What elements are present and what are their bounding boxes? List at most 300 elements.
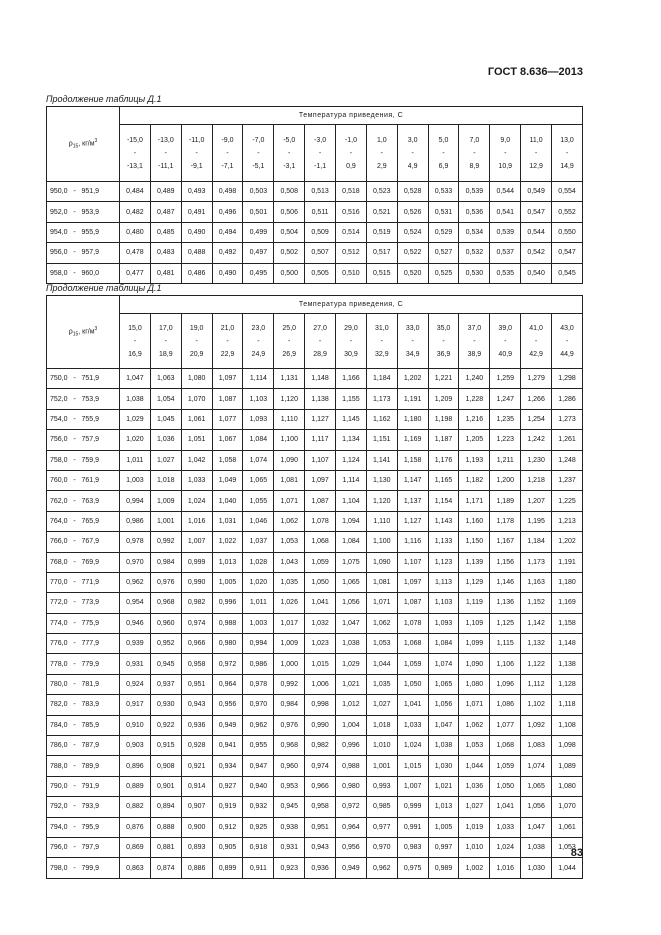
correction-value-cell: 1,081 (274, 470, 305, 490)
correction-value-cell: 0,503 (243, 182, 274, 202)
table-row (47, 858, 583, 878)
correction-value-cell: 1,242 (521, 430, 552, 450)
correction-value-cell: 1,026 (274, 593, 305, 613)
range-to: -11,1 (158, 162, 174, 170)
correction-value-cell: 0,477 (120, 263, 151, 283)
page-number: 83 (570, 847, 583, 859)
range-from: -3,0 (314, 136, 327, 144)
correction-value-cell: 0,927 (212, 776, 243, 796)
correction-value-cell: 1,109 (459, 613, 490, 633)
density-range-cell: 768,0 - 769,9 (47, 552, 120, 572)
correction-value-cell: 1,033 (490, 817, 521, 837)
correction-value-cell: 1,007 (397, 776, 428, 796)
range-from: 7,0 (469, 136, 480, 144)
table-row (47, 470, 583, 490)
table-row (47, 243, 583, 263)
correction-value-cell: 1,044 (459, 756, 490, 776)
range-dash: - (411, 149, 414, 157)
temperature-range-header (120, 314, 151, 369)
correction-value-cell: 1,056 (336, 593, 367, 613)
correction-value-cell: 0,962 (243, 715, 274, 735)
range-from: 23,0 (251, 324, 266, 332)
correction-value-cell: 0,915 (150, 736, 181, 756)
correction-value-cell: 1,077 (490, 715, 521, 735)
correction-value-cell: 1,169 (552, 593, 583, 613)
correction-value-cell: 0,519 (366, 222, 397, 242)
temperature-header: Температура приведения, С (120, 296, 583, 314)
correction-value-cell: 1,050 (305, 572, 336, 592)
correction-value-cell: 0,896 (120, 756, 151, 776)
correction-value-cell: 0,953 (274, 776, 305, 796)
range-from: 3,0 (407, 136, 418, 144)
density-range-cell: 774,0 - 775,9 (47, 613, 120, 633)
correction-value-cell: 0,990 (181, 572, 212, 592)
density-symbol: ρ (68, 140, 73, 148)
range-dash: - (504, 149, 507, 157)
correction-value-cell: 0,905 (212, 837, 243, 857)
correction-value-cell: 1,078 (397, 613, 428, 633)
correction-value-cell: 0,545 (552, 263, 583, 283)
correction-value-cell: 1,071 (274, 491, 305, 511)
range-to: 28,9 (313, 350, 327, 358)
range-to: 38,9 (467, 350, 482, 358)
range-to: 22,9 (220, 350, 235, 358)
table-row (47, 613, 583, 633)
correction-value-cell: 1,113 (428, 572, 459, 592)
document-code: ГОСТ 8.636—2013 (487, 66, 583, 78)
range-dash: - (565, 149, 569, 157)
correction-value-cell: 0,980 (212, 634, 243, 654)
correction-value-cell: 1,094 (336, 511, 367, 531)
correction-value-cell: 1,165 (428, 470, 459, 490)
correction-value-cell: 1,107 (397, 552, 428, 572)
range-to: -7,1 (221, 162, 234, 170)
correction-value-cell: 1,058 (212, 450, 243, 470)
correction-value-cell: 0,485 (150, 222, 181, 242)
correction-value-cell: 1,036 (150, 430, 181, 450)
correction-value-cell: 0,986 (243, 654, 274, 674)
correction-value-cell: 1,018 (366, 715, 397, 735)
correction-value-cell: 1,089 (552, 756, 583, 776)
correction-value-cell: 1,103 (243, 389, 274, 409)
correction-value-cell: 1,015 (305, 654, 336, 674)
correction-value-cell: 0,554 (552, 182, 583, 202)
correction-value-cell: 1,103 (428, 593, 459, 613)
correction-value-cell: 0,951 (181, 674, 212, 694)
correction-value-cell: 1,056 (428, 695, 459, 715)
correction-value-cell: 1,029 (336, 654, 367, 674)
correction-value-cell: 0,917 (120, 695, 151, 715)
correction-value-cell: 1,158 (552, 613, 583, 633)
table-row (47, 837, 583, 857)
density-correction-table-1 (46, 106, 583, 284)
correction-value-cell: 1,129 (459, 572, 490, 592)
correction-value-cell: 0,940 (243, 776, 274, 796)
correction-value-cell: 0,932 (243, 797, 274, 817)
range-dash: - (411, 337, 414, 345)
correction-value-cell: 1,013 (212, 552, 243, 572)
table-row (47, 736, 583, 756)
range-to: 42,9 (529, 350, 543, 358)
correction-value-cell: 1,074 (521, 756, 552, 776)
range-to: 8,9 (469, 162, 480, 170)
correction-value-cell: 0,507 (305, 243, 336, 263)
correction-value-cell: 1,139 (459, 552, 490, 572)
correction-value-cell: 1,047 (428, 715, 459, 735)
correction-value-cell: 0,876 (120, 817, 151, 837)
correction-value-cell: 0,517 (366, 243, 397, 263)
correction-value-cell: 1,024 (181, 491, 212, 511)
density-symbol: ρ (68, 328, 73, 336)
correction-value-cell: 0,978 (243, 674, 274, 694)
correction-value-cell: 1,087 (397, 593, 428, 613)
temperature-header: Температура приведения, С (120, 107, 583, 125)
correction-value-cell: 1,259 (490, 369, 521, 389)
correction-value-cell: 0,547 (552, 243, 583, 263)
temperature-range-header (552, 125, 583, 182)
correction-value-cell: 1,080 (459, 674, 490, 694)
correction-value-cell: 0,930 (150, 695, 181, 715)
correction-value-cell: 1,078 (305, 511, 336, 531)
correction-value-cell: 1,059 (305, 552, 336, 572)
range-dash: - (504, 337, 507, 345)
correction-value-cell: 1,158 (397, 450, 428, 470)
correction-value-cell: 0,997 (428, 837, 459, 857)
range-dash: - (442, 149, 445, 157)
correction-value-cell: 0,992 (274, 674, 305, 694)
correction-value-cell: 0,535 (490, 263, 521, 283)
range-dash: - (288, 149, 291, 157)
correction-value-cell: 1,033 (397, 715, 428, 735)
correction-value-cell: 0,925 (243, 817, 274, 837)
correction-value-cell: 1,122 (521, 654, 552, 674)
correction-value-cell: 0,544 (490, 182, 521, 202)
correction-value-cell: 0,549 (521, 182, 552, 202)
correction-value-cell: 1,138 (552, 654, 583, 674)
correction-value-cell: 1,184 (521, 532, 552, 552)
table-row (47, 532, 583, 552)
correction-value-cell: 0,983 (397, 837, 428, 857)
temperature-range-header (181, 125, 212, 182)
correction-value-cell: 1,084 (428, 634, 459, 654)
correction-value-cell: 1,022 (212, 532, 243, 552)
correction-value-cell: 1,062 (274, 511, 305, 531)
correction-value-cell: 0,487 (150, 202, 181, 222)
correction-value-cell: 1,200 (490, 470, 521, 490)
correction-value-cell: 0,991 (397, 817, 428, 837)
correction-value-cell: 1,266 (521, 389, 552, 409)
correction-value-cell: 0,490 (212, 263, 243, 283)
correction-value-cell: 0,537 (490, 243, 521, 263)
correction-value-cell: 1,223 (490, 430, 521, 450)
correction-value-cell: 1,118 (552, 695, 583, 715)
density-subscript: 15 (72, 143, 79, 150)
correction-value-cell: 0,964 (336, 817, 367, 837)
table-2-caption: Продолжение таблицы Д.1 (46, 283, 162, 293)
correction-value-cell: 1,191 (552, 552, 583, 572)
correction-value-cell: 1,115 (490, 634, 521, 654)
correction-value-cell: 1,097 (305, 470, 336, 490)
correction-value-cell: 0,976 (274, 715, 305, 735)
correction-value-cell: 0,984 (274, 695, 305, 715)
correction-value-cell: 1,112 (521, 674, 552, 694)
correction-value-cell: 0,480 (120, 222, 151, 242)
range-from: -7,0 (252, 136, 265, 144)
correction-value-cell: 1,065 (336, 572, 367, 592)
correction-value-cell: 1,077 (212, 409, 243, 429)
correction-value-cell: 0,910 (120, 715, 151, 735)
correction-value-cell: 1,100 (274, 430, 305, 450)
correction-value-cell: 1,080 (181, 369, 212, 389)
density-subscript: 15 (72, 331, 79, 338)
correction-value-cell: 1,123 (428, 552, 459, 572)
correction-value-cell: 0,528 (397, 182, 428, 202)
correction-value-cell: 1,007 (181, 532, 212, 552)
correction-value-cell: 0,999 (181, 552, 212, 572)
correction-value-cell: 0,498 (212, 182, 243, 202)
correction-value-cell: 1,001 (366, 756, 397, 776)
correction-value-cell: 1,180 (397, 409, 428, 429)
correction-value-cell: 0,960 (150, 613, 181, 633)
correction-value-cell: 1,162 (366, 409, 397, 429)
correction-value-cell: 1,086 (490, 695, 521, 715)
correction-value-cell: 0,988 (336, 756, 367, 776)
range-dash: - (288, 337, 291, 345)
correction-value-cell: 0,874 (150, 858, 181, 878)
correction-value-cell: 0,907 (181, 797, 212, 817)
correction-value-cell: 0,533 (428, 182, 459, 202)
correction-value-cell: 0,980 (336, 776, 367, 796)
range-to: 40,9 (498, 350, 513, 358)
correction-value-cell: 1,090 (366, 552, 397, 572)
correction-value-cell: 1,004 (336, 715, 367, 735)
range-from: 21,0 (220, 324, 235, 332)
correction-value-cell: 0,881 (150, 837, 181, 857)
temperature-range-header (120, 125, 151, 182)
correction-value-cell: 0,964 (212, 674, 243, 694)
temperature-range-header (336, 314, 367, 369)
correction-value-cell: 0,972 (212, 654, 243, 674)
range-from: -15,0 (126, 136, 143, 144)
density-range-cell: 782,0 - 783,9 (47, 695, 120, 715)
correction-value-cell: 1,097 (397, 572, 428, 592)
temperature-range-header (305, 314, 336, 369)
table-row (47, 511, 583, 531)
range-to: -3,1 (283, 162, 296, 170)
correction-value-cell: 1,209 (428, 389, 459, 409)
density-range-cell: 952,0 - 953,9 (47, 202, 120, 222)
correction-value-cell: 0,970 (243, 695, 274, 715)
range-from: -9,0 (221, 136, 234, 144)
correction-value-cell: 1,044 (366, 654, 397, 674)
correction-value-cell: 1,010 (459, 837, 490, 857)
range-to: 18,9 (158, 350, 173, 358)
correction-value-cell: 0,962 (366, 858, 397, 878)
correction-value-cell: 1,202 (397, 369, 428, 389)
correction-value-cell: 0,483 (150, 243, 181, 263)
correction-value-cell: 1,028 (243, 552, 274, 572)
correction-value-cell: 1,136 (490, 593, 521, 613)
correction-value-cell: 1,044 (552, 858, 583, 878)
correction-value-cell: 1,038 (120, 389, 151, 409)
correction-value-cell: 1,050 (397, 674, 428, 694)
density-range-cell: 788,0 - 789,9 (47, 756, 120, 776)
range-to: 16,9 (128, 350, 142, 358)
temperature-range-header (459, 314, 490, 369)
temperature-range-header (428, 125, 459, 182)
correction-value-cell: 0,515 (366, 263, 397, 283)
correction-value-cell: 1,090 (274, 450, 305, 470)
range-dash: - (473, 337, 476, 345)
correction-value-cell: 1,191 (397, 389, 428, 409)
correction-value-cell: 1,053 (459, 736, 490, 756)
correction-value-cell: 0,947 (243, 756, 274, 776)
table-row (47, 674, 583, 694)
correction-value-cell: 1,211 (490, 450, 521, 470)
correction-value-cell: 0,525 (428, 263, 459, 283)
correction-value-cell: 1,047 (120, 369, 151, 389)
correction-value-cell: 0,931 (120, 654, 151, 674)
temperature-range-header (459, 125, 490, 182)
correction-value-cell: 1,298 (552, 369, 583, 389)
correction-value-cell: 1,087 (305, 491, 336, 511)
correction-value-cell: 1,097 (212, 369, 243, 389)
correction-value-cell: 0,869 (120, 837, 151, 857)
range-from: 35,0 (436, 324, 451, 332)
correction-value-cell: 0,937 (150, 674, 181, 694)
correction-value-cell: 0,903 (120, 736, 151, 756)
correction-value-cell: 0,968 (150, 593, 181, 613)
correction-value-cell: 0,968 (274, 736, 305, 756)
correction-value-cell: 1,114 (243, 369, 274, 389)
temperature-range-row (47, 125, 583, 182)
correction-value-cell: 1,120 (366, 491, 397, 511)
correction-value-cell: 1,000 (274, 654, 305, 674)
range-from: 19,0 (189, 324, 204, 332)
correction-value-cell: 1,061 (552, 817, 583, 837)
density-range-cell: 794,0 - 795,9 (47, 817, 120, 837)
density-range-cell: 954,0 - 955,9 (47, 222, 120, 242)
correction-value-cell: 0,918 (243, 837, 274, 857)
correction-value-cell: 1,001 (150, 511, 181, 531)
range-dash: - (195, 149, 198, 157)
density-unit: , кг/м (78, 140, 95, 148)
range-dash: - (534, 149, 538, 157)
correction-value-cell: 0,928 (181, 736, 212, 756)
range-from: 13,0 (560, 136, 574, 144)
correction-value-cell: 0,946 (120, 613, 151, 633)
correction-value-cell: 1,090 (459, 654, 490, 674)
correction-value-cell: 1,230 (521, 450, 552, 470)
density-range-cell: 790,0 - 791,9 (47, 776, 120, 796)
correction-value-cell: 0,529 (428, 222, 459, 242)
correction-value-cell: 1,013 (428, 797, 459, 817)
correction-value-cell: 0,911 (243, 858, 274, 878)
correction-value-cell: 0,943 (181, 695, 212, 715)
correction-value-cell: 1,131 (274, 369, 305, 389)
correction-value-cell: 1,003 (120, 470, 151, 490)
correction-value-cell: 1,163 (521, 572, 552, 592)
correction-value-cell: 1,049 (212, 470, 243, 490)
correction-value-cell: 1,020 (243, 572, 274, 592)
correction-value-cell: 1,138 (305, 389, 336, 409)
correction-value-cell: 1,021 (336, 674, 367, 694)
correction-value-cell: 0,541 (490, 202, 521, 222)
temperature-range-header (336, 125, 367, 182)
correction-value-cell: 1,160 (459, 511, 490, 531)
density-column-header (47, 107, 120, 182)
correction-value-cell: 1,146 (490, 572, 521, 592)
correction-value-cell: 0,970 (366, 837, 397, 857)
correction-value-cell: 1,021 (428, 776, 459, 796)
density-range-cell: 750,0 - 751,9 (47, 369, 120, 389)
temperature-range-header (181, 314, 212, 369)
correction-value-cell: 0,495 (243, 263, 274, 283)
correction-value-cell: 0,520 (397, 263, 428, 283)
correction-value-cell: 1,173 (366, 389, 397, 409)
range-to: -1,1 (314, 162, 327, 170)
range-dash: - (133, 149, 137, 157)
correction-value-cell: 0,912 (212, 817, 243, 837)
table-row (47, 817, 583, 837)
correction-value-cell: 1,061 (181, 409, 212, 429)
correction-value-cell: 1,020 (120, 430, 151, 450)
correction-value-cell: 1,059 (397, 654, 428, 674)
table-row (47, 202, 583, 222)
correction-value-cell: 1,178 (490, 511, 521, 531)
correction-value-cell: 0,539 (490, 222, 521, 242)
correction-value-cell: 0,958 (305, 797, 336, 817)
correction-value-cell: 0,936 (181, 715, 212, 735)
correction-value-cell: 1,108 (552, 715, 583, 735)
correction-value-cell: 1,033 (181, 470, 212, 490)
correction-value-cell: 0,493 (181, 182, 212, 202)
temperature-range-header (212, 125, 243, 182)
temperature-range-header (552, 314, 583, 369)
table-row (47, 572, 583, 592)
correction-value-cell: 1,055 (243, 491, 274, 511)
correction-value-cell: 1,207 (521, 491, 552, 511)
density-range-cell: 950,0 - 951,9 (47, 182, 120, 202)
correction-value-cell: 0,936 (305, 858, 336, 878)
correction-value-cell: 1,074 (428, 654, 459, 674)
correction-value-cell: 1,110 (274, 409, 305, 429)
correction-value-cell: 1,016 (181, 511, 212, 531)
correction-value-cell: 1,092 (521, 715, 552, 735)
correction-value-cell: 0,988 (212, 613, 243, 633)
correction-value-cell: 0,531 (428, 202, 459, 222)
correction-value-cell: 1,024 (490, 837, 521, 857)
correction-value-cell: 0,516 (336, 202, 367, 222)
range-from: 5,0 (438, 136, 449, 144)
temperature-range-header (274, 314, 305, 369)
range-dash: - (164, 149, 167, 157)
correction-value-cell: 0,990 (305, 715, 336, 735)
correction-value-cell: 0,513 (305, 182, 336, 202)
correction-value-cell: 1,011 (120, 450, 151, 470)
density-range-cell: 776,0 - 777,9 (47, 634, 120, 654)
correction-value-cell: 1,040 (212, 491, 243, 511)
correction-value-cell: 1,071 (459, 695, 490, 715)
correction-value-cell: 0,900 (181, 817, 212, 837)
header-row (47, 107, 583, 125)
correction-value-cell: 0,949 (336, 858, 367, 878)
correction-value-cell: 0,863 (120, 858, 151, 878)
correction-value-cell: 1,205 (459, 430, 490, 450)
correction-value-cell: 0,518 (336, 182, 367, 202)
correction-value-cell: 1,005 (212, 572, 243, 592)
correction-value-cell: 0,919 (212, 797, 243, 817)
